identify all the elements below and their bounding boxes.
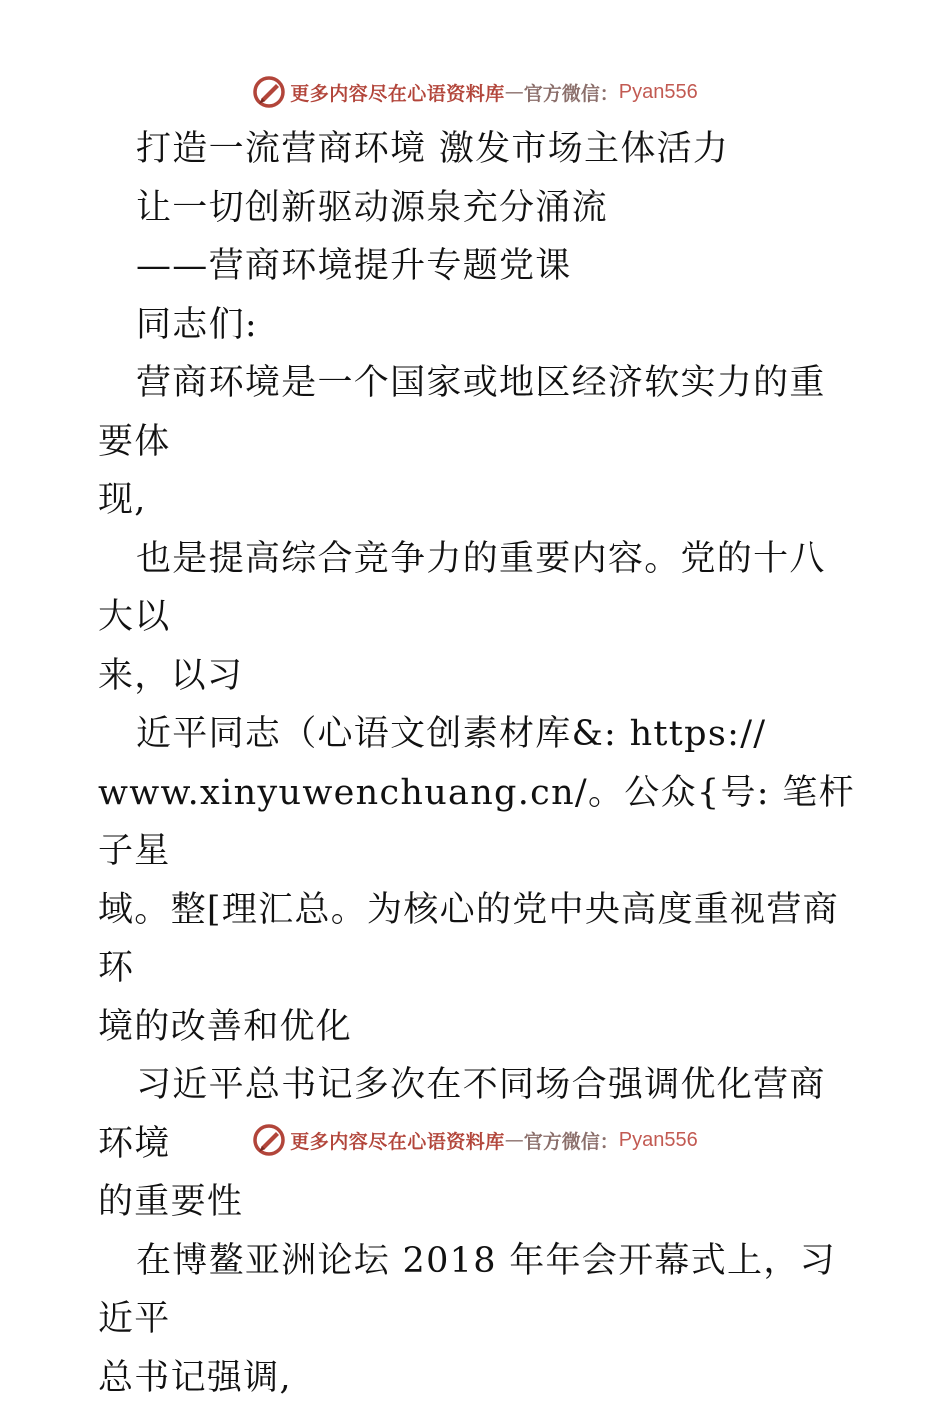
footer-banner <box>0 1120 950 1160</box>
doc-line: 域。整[理汇总。为核心的党中央高度重视营商环 <box>98 881 858 998</box>
doc-line: 让一切创新驱动源泉充分涌流 <box>98 179 858 238</box>
header-banner <box>0 72 950 112</box>
doc-line: 近平同志（心语文创素材库&: https:// <box>98 705 858 764</box>
banner-separator: — <box>505 1129 524 1151</box>
banner-separator: — <box>505 81 524 103</box>
doc-line: 总书记强调, <box>98 1349 858 1407</box>
brush-logo-icon <box>252 1123 286 1157</box>
banner-wechat-id: Pyan556 <box>619 81 698 104</box>
doc-line: 打造一流营商环境 激发市场主体活力 <box>98 120 858 179</box>
doc-line: 境的改善和优化 <box>98 998 858 1057</box>
doc-line: www.xinyuwenchuang.cn/。公众{号: 笔杆子星 <box>98 764 858 881</box>
doc-line: 同志们: <box>98 296 858 355</box>
banner-slogan: 更多内容尽在心语资料库 <box>290 1127 505 1154</box>
doc-line: 营商环境是一个国家或地区经济软实力的重要体 <box>98 354 858 471</box>
doc-line: 来，以习 <box>98 647 858 706</box>
banner-slogan: 更多内容尽在心语资料库 <box>290 79 505 106</box>
doc-line: 习近平总书记多次在不同场合强调优化营商环境 <box>98 1056 858 1173</box>
doc-line: 的重要性 <box>98 1173 858 1232</box>
doc-line: ——营商环境提升专题党课 <box>98 237 858 296</box>
doc-line: 现, <box>98 471 858 530</box>
document-body <box>98 120 858 1407</box>
doc-line: 在博鳌亚洲论坛 2018 年年会开幕式上，习近平 <box>98 1232 858 1349</box>
brush-logo-icon <box>252 75 286 109</box>
doc-line: 也是提高综合竞争力的重要内容。党的十八大以 <box>98 530 858 647</box>
banner-wechat-id: Pyan556 <box>619 1129 698 1152</box>
banner-wechat-label: 官方微信： <box>524 79 619 106</box>
banner-wechat-label: 官方微信： <box>524 1127 619 1154</box>
